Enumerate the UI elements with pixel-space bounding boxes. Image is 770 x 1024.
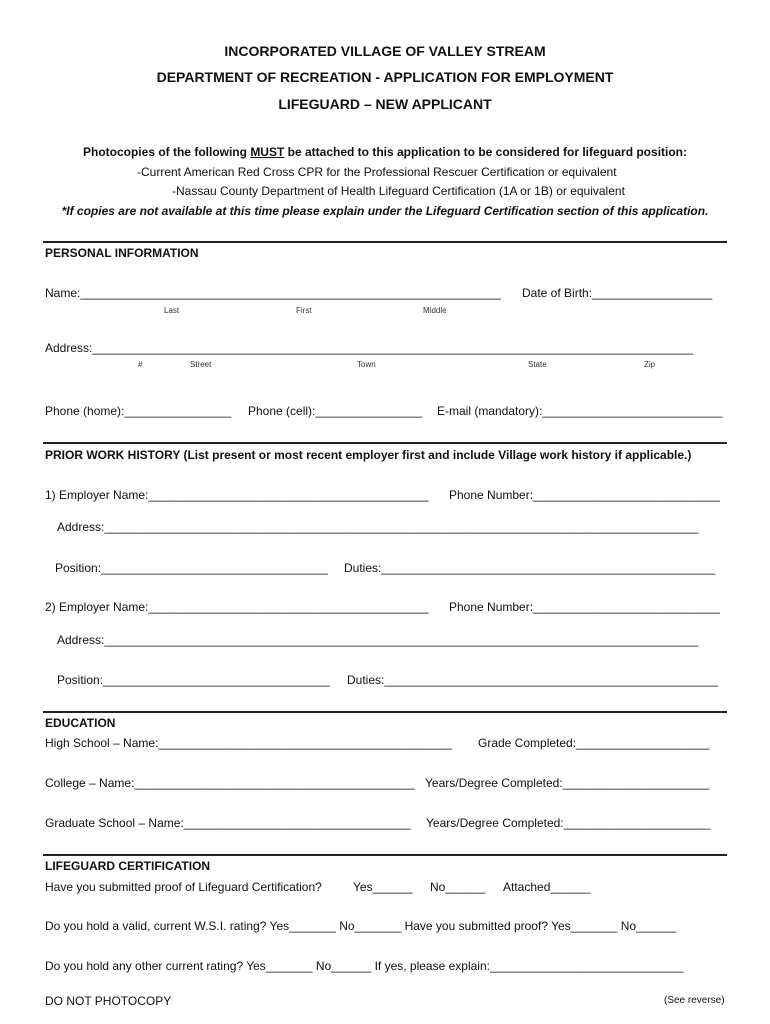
employer1-position-field[interactable]: Position:__________________________________	[55, 561, 328, 575]
personal-info-heading: PERSONAL INFORMATION	[45, 246, 199, 260]
employer2-name-field[interactable]: 2) Employer Name:__________________________________________	[45, 600, 429, 614]
address-street-caption: Street	[190, 360, 212, 369]
lifeguard-cert-heading: LIFEGUARD CERTIFICATION	[45, 859, 211, 873]
form-subtitle: DEPARTMENT OF RECREATION - APPLICATION FOR EMPLOYMENT	[156, 69, 614, 85]
college-field[interactable]: College – Name:__________________________________________	[45, 776, 415, 790]
employer1-duties-field[interactable]: Duties:__________________________________________________	[344, 561, 716, 575]
education-heading: EDUCATION	[45, 716, 116, 730]
form-position-title: LIFEGUARD – NEW APPLICANT	[278, 96, 492, 112]
grade-completed-field[interactable]: Grade Completed:____________________	[478, 736, 710, 750]
cert-proof-yes-field[interactable]: Yes______	[353, 880, 413, 894]
intro-requirements	[0, 145, 770, 159]
name-first-caption: First	[296, 306, 312, 315]
graduate-school-field[interactable]: Graduate School – Name:__________________________________	[45, 816, 411, 830]
employer2-address-field[interactable]: Address:_________________________________________________________________________________________	[57, 633, 699, 647]
address-state-caption: State	[528, 360, 547, 369]
dob-field[interactable]: Date of Birth:__________________	[522, 286, 713, 300]
employer1-phone-field[interactable]: Phone Number:____________________________	[449, 488, 720, 502]
wsi-rating-question[interactable]: Do you hold a valid, current W.S.I. rating? Yes_______ No_______ Have you submitted proof? Yes_______ No______	[45, 919, 677, 933]
section-divider	[43, 854, 727, 856]
email-field[interactable]: E-mail (mandatory):___________________________	[437, 404, 723, 418]
address-number-caption: #	[138, 360, 143, 369]
graduate-years-field[interactable]: Years/Degree Completed:______________________	[426, 816, 711, 830]
section-divider	[43, 241, 727, 243]
phone-cell-field[interactable]: Phone (cell):________________	[248, 404, 423, 418]
employer1-address-field[interactable]: Address:_________________________________________________________________________________________	[57, 520, 699, 534]
high-school-field[interactable]: High School – Name:____________________________________________	[45, 736, 453, 750]
intro-text-post: be attached to this application to be considered for lifeguard position:	[284, 145, 688, 159]
address-town-caption: Town	[357, 360, 376, 369]
requirement-note	[0, 204, 770, 218]
address-field[interactable]: Address:__________________________________________________________________________________________	[45, 341, 693, 355]
employer1-name-field[interactable]: 1) Employer Name:__________________________________________	[45, 488, 429, 502]
employer2-phone-field[interactable]: Phone Number:____________________________	[449, 600, 720, 614]
address-zip-caption: Zip	[644, 360, 656, 369]
cert-proof-no-field[interactable]: No______	[430, 880, 486, 894]
employer2-position-field[interactable]: Position:__________________________________	[57, 673, 330, 687]
requirement-lifeguard-cert: -Nassau County Department of Health Lifeguard Certification (1A or 1B) or equivalent	[172, 184, 625, 198]
requirement-cpr: -Current American Red Cross CPR for the Professional Rescuer Certification or equivalent	[137, 165, 617, 179]
other-rating-question[interactable]: Do you hold any other current rating? Yes_______ No______ If yes, please explain:_____________________________	[45, 959, 684, 973]
footer-see-reverse: (See reverse)	[664, 995, 725, 1006]
intro-must: MUST	[250, 145, 285, 159]
intro-text-pre: Photocopies of the following	[82, 145, 251, 159]
cert-proof-question: Have you submitted proof of Lifeguard Certification?	[45, 880, 322, 894]
requirement-note-text: *If copies are not available at this time please explain under the Lifeguard Certification section of this application.	[61, 204, 709, 218]
work-history-heading: PRIOR WORK HISTORY (List present or most recent employer first and include Village work history if applicable.)	[45, 448, 692, 462]
section-divider	[43, 442, 727, 444]
name-last-caption: Last	[164, 306, 180, 315]
form-title: INCORPORATED VILLAGE OF VALLEY STREAM	[224, 43, 546, 59]
section-divider	[43, 711, 727, 713]
phone-home-field[interactable]: Phone (home):________________	[45, 404, 232, 418]
employer2-duties-field[interactable]: Duties:__________________________________________________	[347, 673, 719, 687]
name-field[interactable]: Name:_______________________________________________________________	[45, 286, 501, 300]
name-middle-caption: Middle	[423, 306, 447, 315]
footer-do-not-photocopy: DO NOT PHOTOCOPY	[45, 994, 172, 1008]
college-years-field[interactable]: Years/Degree Completed:______________________	[425, 776, 710, 790]
cert-proof-attached-field[interactable]: Attached______	[503, 880, 591, 894]
